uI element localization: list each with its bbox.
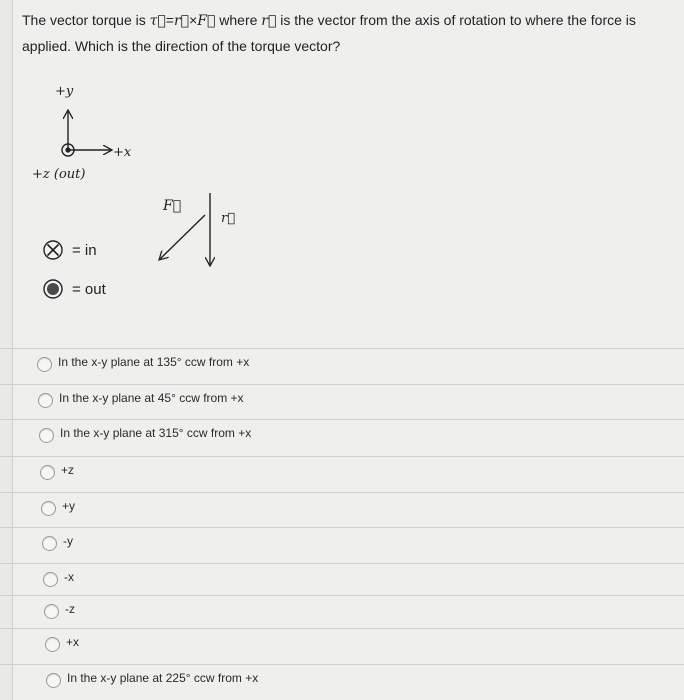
r-vector-label: r⃗ xyxy=(221,211,236,226)
force-vector-label: F⃗ xyxy=(163,198,182,214)
z-out-dot xyxy=(65,147,70,152)
option-label: +y xyxy=(62,499,76,513)
question-text-part1: The vector torque is xyxy=(22,12,150,28)
option-row[interactable] xyxy=(0,563,684,599)
times-sign: × xyxy=(189,12,198,28)
radio-button[interactable] xyxy=(38,393,53,408)
option-row[interactable] xyxy=(0,384,684,420)
option-row[interactable] xyxy=(0,456,684,492)
out-of-page-icon xyxy=(42,278,64,300)
option-row[interactable] xyxy=(0,419,684,455)
option-row[interactable] xyxy=(0,664,684,700)
radio-button[interactable] xyxy=(42,536,57,551)
r-symbol: r⃗ xyxy=(173,13,190,29)
option-row[interactable] xyxy=(0,595,684,631)
radio-button[interactable] xyxy=(40,465,55,480)
option-row[interactable] xyxy=(0,348,684,384)
question-text-part3: is the vector from the axis of rotation to where the force is xyxy=(276,12,636,28)
option-row[interactable] xyxy=(0,492,684,528)
radio-button[interactable] xyxy=(41,501,56,516)
into-page-icon xyxy=(42,239,64,261)
equals-sign: = xyxy=(165,12,174,28)
option-row[interactable] xyxy=(0,628,684,664)
option-row[interactable] xyxy=(0,527,684,563)
option-label: +x xyxy=(66,635,80,649)
radio-button[interactable] xyxy=(43,572,58,587)
plus-z-label: +z (out) xyxy=(32,167,86,182)
f-symbol: F⃗ xyxy=(197,13,216,29)
radio-button[interactable] xyxy=(46,673,61,688)
r-symbol-2: r⃗ xyxy=(261,13,277,29)
option-label: In the x-y plane at 225° ccw from +x xyxy=(67,671,259,685)
plus-y-label: +y xyxy=(55,84,74,99)
radio-button[interactable] xyxy=(39,428,54,443)
option-label: In the x-y plane at 135° ccw from +x xyxy=(58,355,250,369)
radio-button[interactable] xyxy=(45,637,60,652)
option-label: -x xyxy=(64,570,74,584)
legend-out-label: = out xyxy=(72,280,106,298)
radio-button[interactable] xyxy=(37,357,52,372)
radio-button[interactable] xyxy=(44,604,59,619)
option-label: In the x-y plane at 45° ccw from +x xyxy=(59,391,244,405)
option-label: In the x-y plane at 315° ccw from +x xyxy=(60,426,252,440)
tau-symbol: τ⃗ xyxy=(149,13,166,29)
legend-out xyxy=(42,278,106,300)
option-label: -z xyxy=(65,602,75,616)
plus-x-label: +x xyxy=(113,145,132,160)
option-label: +z xyxy=(61,463,75,477)
question-text-line2: applied. Which is the direction of the torque vector? xyxy=(22,38,341,54)
legend-in-label: = in xyxy=(72,241,97,259)
option-label: -y xyxy=(63,534,73,548)
force-vector-arrow xyxy=(159,215,205,260)
question-text-part2: where xyxy=(215,12,262,28)
legend-in xyxy=(42,239,97,261)
